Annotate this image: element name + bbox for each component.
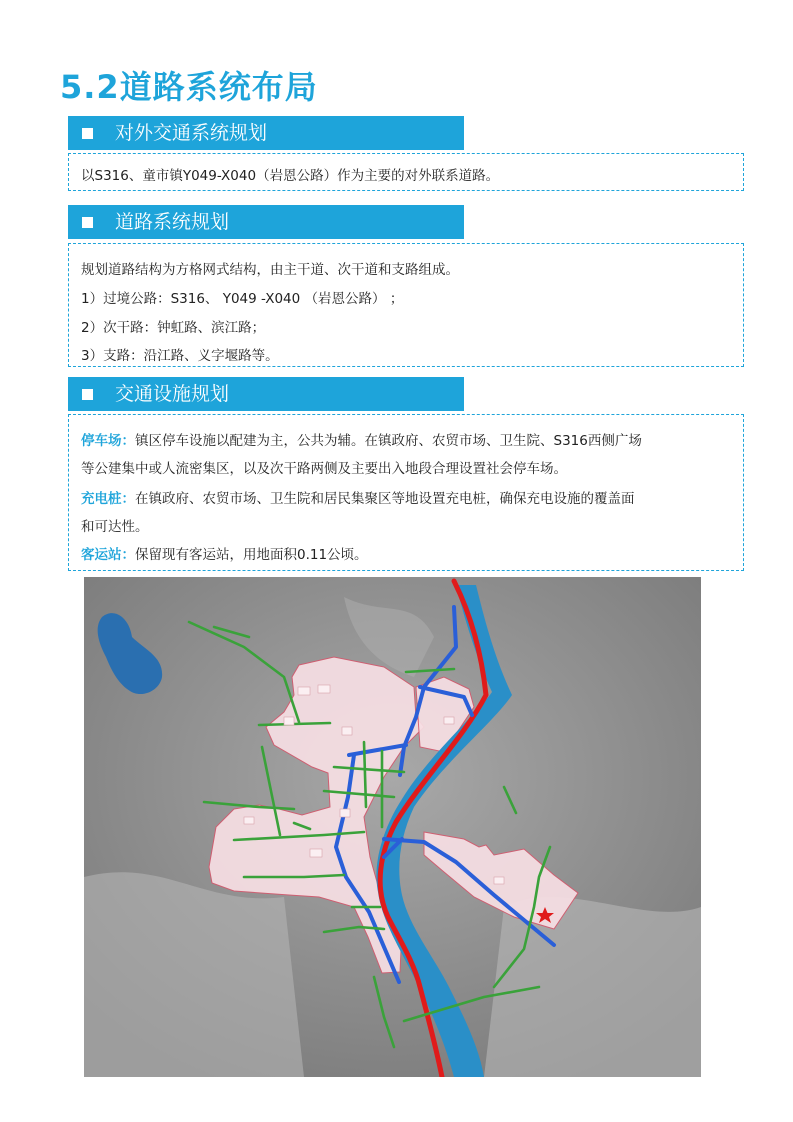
bus-line xyxy=(81,543,368,563)
external-traffic-box xyxy=(68,153,744,191)
road-plan-map-graphic xyxy=(84,577,701,1077)
charging-text-cont: 和可达性。 xyxy=(81,519,149,535)
section-title: 对外交通系统规划 xyxy=(115,122,268,144)
traffic-facilities-box xyxy=(68,414,744,571)
parking-text-cont: 等公建集中或人流密集区，以及次干路两侧及主要出入地段合理设置社会停车场。 xyxy=(81,461,567,477)
external-traffic-text: 以S316、童市镇Y049-X040（岩恩公路）作为主要的对外联系道路。 xyxy=(81,168,500,184)
road-system-line: 3）支路：沿江路、义字堰路等。 xyxy=(81,348,279,364)
field-patch xyxy=(484,897,701,1077)
charging-line xyxy=(81,487,635,507)
page-title: 5.2道路系统布局 xyxy=(60,68,318,106)
section-title: 道路系统规划 xyxy=(115,211,230,233)
bus-text: 保留现有客运站，用地面积0.11公顷。 xyxy=(135,547,368,563)
parking-text: 镇区停车设施以配建为主，公共为辅。在镇政府、农贸市场、卫生院、S316西侧广场 xyxy=(135,433,642,449)
road-plan-map xyxy=(84,577,701,1077)
square-bullet-icon xyxy=(82,128,93,139)
road-system-line: 规划道路结构为方格网式结构，由主干道、次干道和支路组成。 xyxy=(81,262,459,278)
parking-line xyxy=(81,429,642,449)
charging-label: 充电桩： xyxy=(81,491,135,507)
section-title: 交通设施规划 xyxy=(115,383,230,405)
road-system-line: 2）次干路：钟虹路、滨江路； xyxy=(81,320,266,336)
square-bullet-icon xyxy=(82,217,93,228)
bus-label: 客运站： xyxy=(81,547,135,563)
road-system-line: 1）过境公路：S316、 Y049 -X040 （岩恩公路） ； xyxy=(81,291,404,307)
charging-text: 在镇政府、农贸市场、卫生院和居民集聚区等地设置充电桩，确保充电设施的覆盖面 xyxy=(135,491,635,507)
section-header-road-system xyxy=(68,205,464,239)
square-bullet-icon xyxy=(82,389,93,400)
section-header-traffic-facilities xyxy=(68,377,464,411)
section-header-external-traffic xyxy=(68,116,464,150)
parking-label: 停车场： xyxy=(81,433,135,449)
field-patch xyxy=(84,872,304,1077)
road-system-box xyxy=(68,243,744,367)
